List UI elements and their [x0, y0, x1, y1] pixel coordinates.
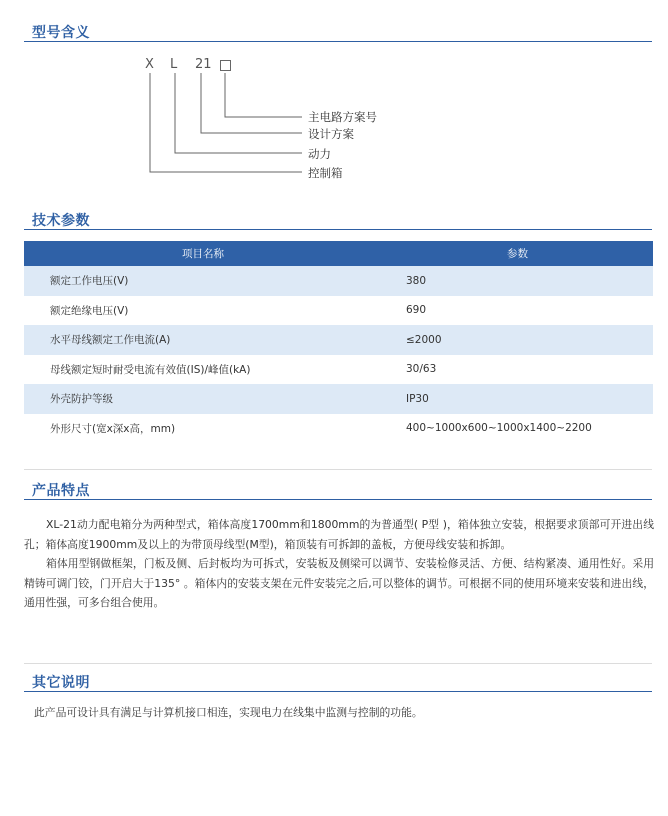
row-value: ≤2000 [382, 325, 653, 355]
leader-line-main-circuit [225, 73, 302, 117]
section-title-spec: 技术参数 [32, 213, 90, 229]
row-value: 400~1000x600~1000x1400~2200 [382, 414, 653, 444]
header-parameter: 参数 [382, 241, 653, 266]
row-value: IP30 [382, 384, 653, 414]
feature-paragraph-1-text: XL-21动力配电箱分为两种型式，箱体高度1700mm和1800mm的为普通型( P型 )，箱体独立安装，根据要求顶部可开进出线孔；箱体高度1900mm及以上的为带顶母线型(M型)，箱顶装有可拆卸的盖板，方便母线安装和拆卸。 [24, 518, 654, 551]
table-header-row [24, 241, 653, 266]
header-item-name: 项目名称 [24, 241, 382, 266]
section-title-model: 型号含义 [32, 25, 90, 41]
section-divider [24, 499, 652, 500]
light-divider [24, 663, 652, 664]
row-name: 外形尺寸(宽x深x高，mm) [24, 414, 382, 444]
feature-paragraph-1 [24, 515, 654, 554]
other-section-header [24, 672, 652, 692]
row-value: 380 [382, 266, 653, 296]
table-row [24, 414, 653, 444]
table-row [24, 355, 653, 385]
code-number-21: 21 [195, 57, 212, 72]
meaning-design-scheme: 设计方案 [308, 127, 354, 141]
leader-line-design [201, 73, 302, 133]
row-name: 母线额定短时耐受电流有效值(IS)/峰值(kA) [24, 355, 382, 385]
spec-section-header [24, 210, 652, 230]
leader-line-power [175, 73, 302, 153]
row-name: 外壳防护等级 [24, 384, 382, 414]
feature-paragraph-2 [24, 554, 654, 613]
table-row [24, 296, 653, 326]
spec-table [24, 241, 653, 443]
row-name: 额定工作电压(V) [24, 266, 382, 296]
row-name: 额定绝缘电压(V) [24, 296, 382, 326]
meaning-control-box: 控制箱 [308, 166, 343, 180]
feature-paragraph-2-text: 箱体用型钢做框架，门板及侧、后封板均为可拆式，安装板及侧梁可以调节、安装检修灵活、方便、结构紧凑、通用性好。采用精铸可调门铰，门开启大于135° 。箱体内的安装支架在元件安装完之后,可以整体的调节。可根据不同的使用环境来安装和进出线，通用性强，可多台组合使用。 [24, 557, 654, 609]
row-value: 690 [382, 296, 653, 326]
table-row [24, 384, 653, 414]
code-letter-x: X [145, 57, 154, 72]
section-divider [24, 691, 652, 692]
features-section-header [24, 480, 652, 500]
leader-line-control [150, 73, 302, 172]
section-divider [24, 229, 652, 230]
section-title-features: 产品特点 [32, 483, 90, 499]
row-name: 水平母线额定工作电流(A) [24, 325, 382, 355]
section-title-other: 其它说明 [32, 675, 90, 691]
table-row [24, 325, 653, 355]
meaning-power: 动力 [308, 147, 331, 161]
row-value: 30/63 [382, 355, 653, 385]
table-row [24, 266, 653, 296]
other-description: 此产品可设计具有满足与计算机接口相连，实现电力在线集中监测与控制的功能。 [34, 706, 423, 719]
meaning-main-circuit-scheme: 主电路方案号 [308, 110, 377, 124]
light-divider [24, 469, 652, 470]
code-letter-l: L [170, 57, 178, 72]
